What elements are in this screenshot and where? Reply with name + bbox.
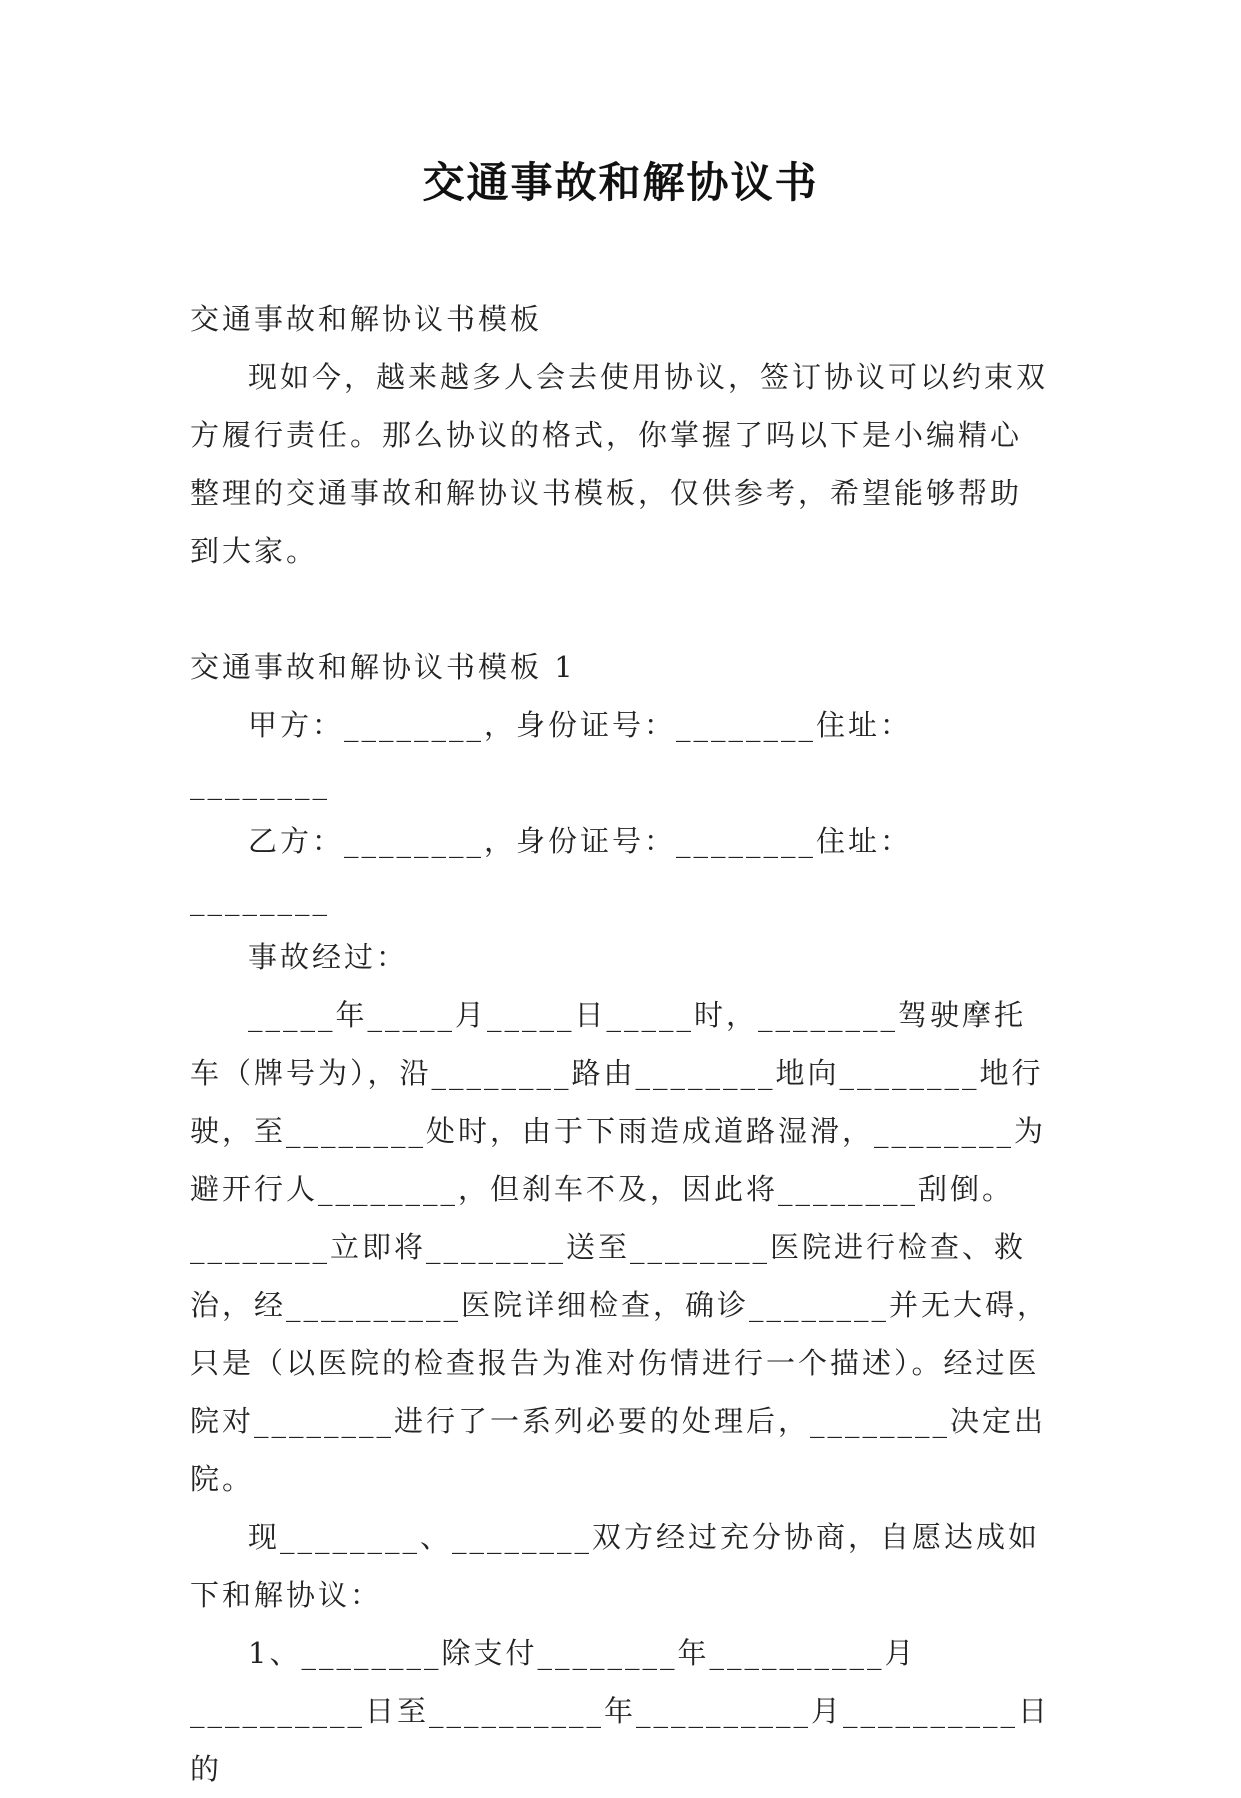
template-heading: 交通事故和解协议书模板 1 [190, 650, 576, 684]
agreement-intro: 现________、________双方经过充分协商，自愿达成如下和解协议： [190, 1520, 1041, 1612]
party-a-line: 甲方：________，身份证号：________住址：________ [190, 708, 913, 800]
section-spacer [190, 580, 1050, 638]
accident-description: _____年_____月_____日_____时，________驾驶摩托车（牌号为），沿________路由________地向________地行驶，至________处时，由于下雨造成道路湿滑，________为避开行人________，但刹车不及，因此将________刮倒。________立即将________送至________医院进行检查、救治，经__________医院详细检查，确诊________并无大碍，只是（以医院的检查报告为准对伤情进行一个描述）。经过医院对________进行了一系列必要的处理后，________决定出院。 [190, 998, 1050, 1496]
template-title: 交通事故和解协议书模板 [190, 302, 543, 336]
intro-paragraph: 现如今，越来越多人会去使用协议，签订协议可以约束双方履行责任。那么协议的格式，你掌握了吗以下是小编精心整理的交通事故和解协议书模板，仅供参考，希望能够帮助到大家。 [190, 360, 1049, 568]
accident-label: 事故经过： [248, 940, 409, 974]
document-title: 交通事故和解协议书 [422, 158, 819, 207]
clause-1: 1、________除支付________年__________月__________日至__________年__________月__________日的 [190, 1636, 1051, 1786]
document-body [190, 290, 1050, 1798]
party-b-line: 乙方：________，身份证号：________住址：________ [190, 824, 913, 916]
